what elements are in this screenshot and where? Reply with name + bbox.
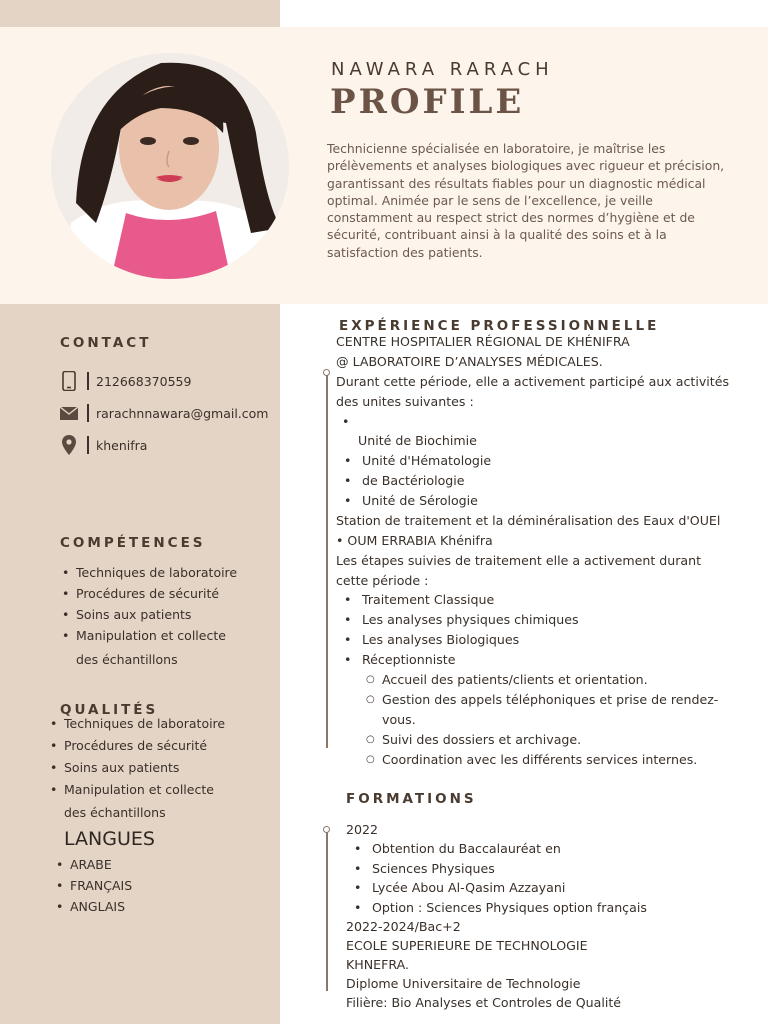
list-item-continuation: vous. — [382, 712, 416, 727]
experience-text: Les étapes suivies de traitement elle a activement durant — [336, 553, 702, 568]
steps-list — [336, 590, 579, 670]
experience-text: Station de traitement et la déminéralisation des Eaux d'OUEl — [336, 513, 721, 528]
list-item: • Procédures de sécurité — [60, 586, 237, 607]
list-item: • Lycée Abou Al-Qasim Azzayani — [346, 878, 647, 898]
list-item: ○ Coordination avec les différents services internes. — [336, 750, 697, 770]
list-item: • Manipulation et collecte — [60, 628, 237, 649]
formations-title: FORMATIONS — [346, 791, 477, 807]
list-item: • Les analyses physiques chimiques — [336, 610, 579, 630]
person-name: NAWARA RARACH — [331, 59, 554, 80]
email-address[interactable]: rarachnnawara@gmail.com — [96, 405, 269, 421]
employer-unit: @ LABORATOIRE D’ANALYSES MÉDICALES. — [336, 354, 603, 369]
experience-title: EXPÉRIENCE PROFESSIONNELLE — [339, 318, 660, 334]
langues-title: LANGUES — [64, 828, 155, 850]
qualites-list — [48, 716, 225, 804]
experience-text: cette période : — [336, 573, 429, 588]
page-title: PROFILE — [330, 82, 525, 122]
formation-year: 2022 — [346, 822, 379, 837]
list-item: • Techniques de laboratoire — [60, 565, 237, 586]
list-item: • Obtention du Baccalauréat en — [346, 839, 647, 859]
experience-text: • OUM ERRABIA Khénifra — [336, 533, 493, 548]
location-icon — [60, 434, 78, 456]
phone-icon — [60, 370, 78, 392]
employer-name: CENTRE HOSPITALIER RÉGIONAL DE KHÉNIFRA — [336, 334, 630, 349]
list-item-continuation: des échantillons — [64, 805, 166, 820]
list-item: ○ Gestion des appels téléphoniques et prise de rendez- — [336, 690, 718, 710]
list-item: • Techniques de laboratoire — [48, 716, 225, 738]
list-item: • Manipulation et collecte — [48, 782, 225, 804]
list-item: • FRANÇAIS — [54, 878, 132, 899]
diploma: Diplome Universitaire de Technologie — [346, 976, 581, 991]
qualites-title: QUALITÉS — [60, 702, 159, 718]
contact-location-row — [60, 434, 147, 456]
divider — [87, 404, 89, 422]
city: khenifra — [96, 437, 148, 453]
list-item: ○ Accueil des patients/clients et orientation. — [336, 670, 718, 690]
competences-list — [60, 565, 237, 649]
contact-phone-row — [60, 370, 191, 392]
timeline-dot — [323, 826, 330, 833]
list-item: • Traitement Classique — [336, 590, 579, 610]
list-item: • Les analyses Biologiques — [336, 630, 579, 650]
list-item: • Sciences Physiques — [346, 859, 647, 879]
divider — [87, 436, 89, 454]
list-item-continuation: des échantillons — [76, 652, 178, 667]
list-item: • Soins aux patients — [48, 760, 225, 782]
langues-list — [54, 857, 132, 920]
timeline-dot — [323, 369, 330, 376]
list-item: • ARABE — [54, 857, 132, 878]
timeline-line — [326, 831, 328, 991]
school-city: KHNEFRA. — [346, 957, 409, 972]
list-item: • ANGLAIS — [54, 899, 132, 920]
filiere: Filière: Bio Analyses et Controles de Qualité — [346, 995, 622, 1010]
contact-email-row — [60, 402, 268, 424]
timeline-line — [326, 374, 328, 748]
profile-summary: Technicienne spécialisée en laboratoire, je maîtrise les prélèvements et analyses biologiques avec rigueur et précision, garantissant des résultats fiables pour un diagnostic médical optimal. Animée par le sens de l’excellence, je veille constamment au respect strict des normes d’hygiène et de sécurité, contribuant ainsi à la qualité des soins et à la satisfaction des patients. — [327, 141, 725, 260]
experience-text: des unites suivantes : — [336, 394, 474, 409]
list-item: • Unité de Sérologie — [336, 491, 491, 511]
experience-text: Durant cette période, elle a activement participé aux activités — [336, 374, 730, 389]
avatar — [51, 53, 289, 279]
contact-title: CONTACT — [60, 335, 152, 351]
list-item: • Procédures de sécurité — [48, 738, 225, 760]
list-item: • Option : Sciences Physiques option français — [346, 898, 647, 918]
formation-year: 2022-2024/Bac+2 — [346, 919, 461, 934]
list-item: • Soins aux patients — [60, 607, 237, 628]
reception-list — [336, 670, 718, 710]
list-item: • de Bactériologie — [336, 471, 491, 491]
bullet: • — [342, 414, 350, 429]
phone-number[interactable]: 212668370559 — [96, 373, 192, 389]
school-name: ECOLE SUPERIEURE DE TECHNOLOGIE — [346, 938, 588, 953]
mail-icon — [60, 402, 78, 424]
formations-list — [346, 839, 647, 917]
competences-title: COMPÉTENCES — [60, 535, 206, 551]
reception-list — [336, 730, 697, 770]
list-item: • Unité d'Hématologie — [336, 451, 491, 471]
divider — [87, 372, 89, 390]
unit-item: Unité de Biochimie — [358, 433, 477, 448]
list-item: • Réceptionniste — [336, 650, 579, 670]
units-list — [336, 451, 491, 511]
list-item: ○ Suivi des dossiers et archivage. — [336, 730, 697, 750]
